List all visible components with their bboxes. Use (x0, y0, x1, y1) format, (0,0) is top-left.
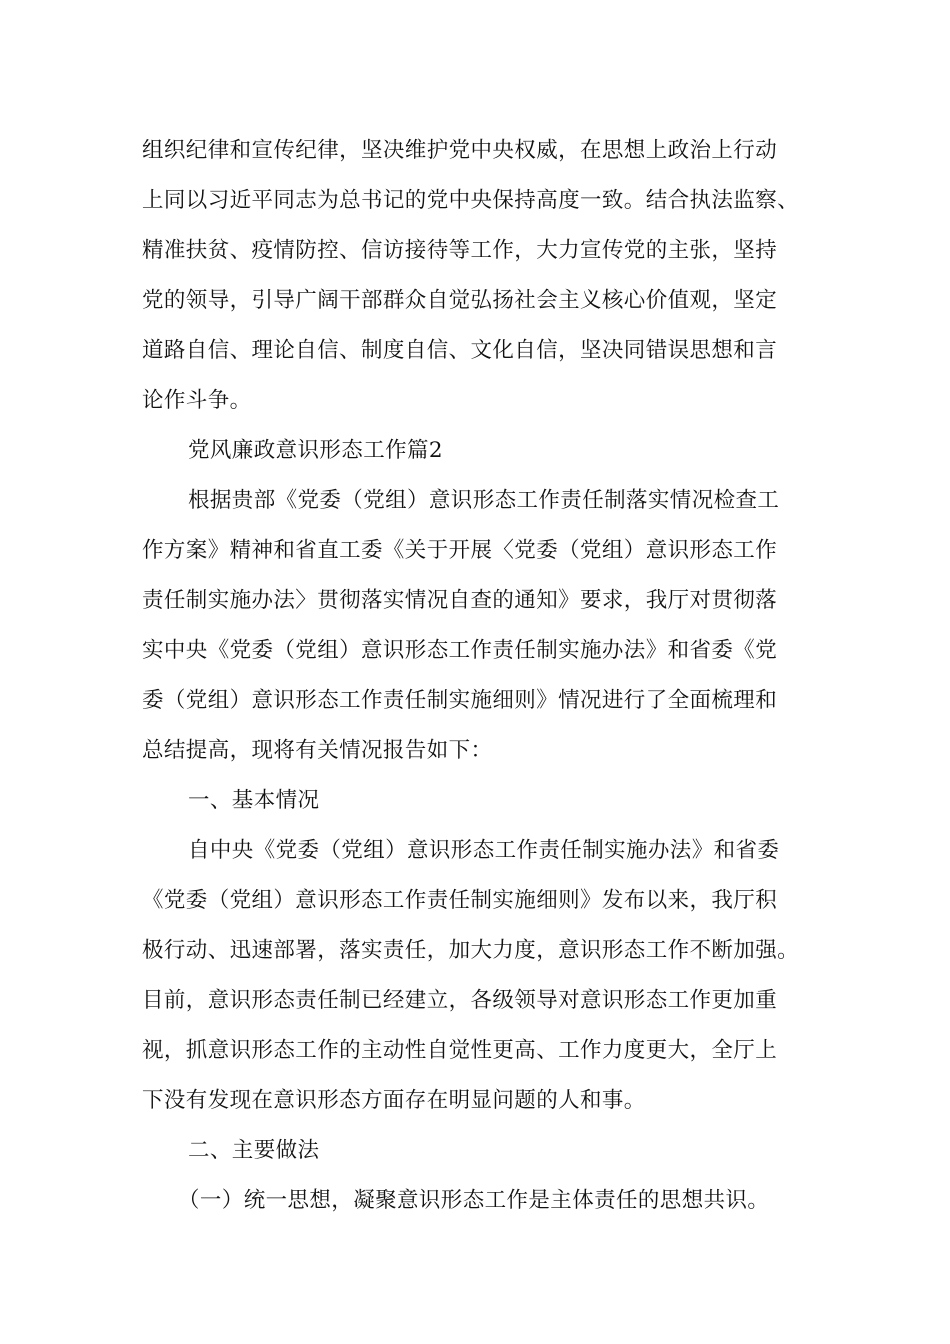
paragraph-line: 目前，意识形态责任制已经建立，各级领导对意识形态工作更加重 (142, 988, 778, 1013)
paragraph-line: 道路自信、理论自信、制度自信、文化自信，坚决同错误思想和言 (142, 338, 778, 363)
paragraph-line: 上同以习近平同志为总书记的党中央保持高度一致。结合执法监察、 (142, 188, 800, 213)
paragraph-line: 极行动、迅速部署，落实责任，加大力度，意识形态工作不断加强。 (142, 938, 800, 963)
paragraph-line: 组织纪律和宣传纪律，坚决维护党中央权威，在思想上政治上行动 (142, 138, 778, 163)
paragraph-line: 实中央《党委（党组）意识形态工作责任制实施办法》和省委《党 (142, 638, 778, 663)
subsection-heading: （一）统一思想，凝聚意识形态工作是主体责任的思想共识。 (178, 1188, 770, 1213)
paragraph-line: 下没有发现在意识形态方面存在明显问题的人和事。 (142, 1088, 646, 1113)
paragraph-line: 作方案》精神和省直工委《关于开展〈党委（党组）意识形态工作 (142, 538, 778, 563)
paragraph-line: 精准扶贫、疫情防控、信访接待等工作，大力宣传党的主张，坚持 (142, 238, 778, 263)
paragraph-line: 党的领导，引导广阔干部群众自觉弘扬社会主义核心价值观，坚定 (142, 288, 778, 313)
section-heading: 一、基本情况 (188, 788, 320, 813)
section-heading: 二、主要做法 (188, 1138, 320, 1163)
paragraph-line: 论作斗争。 (142, 388, 252, 413)
paragraph-line: 自中央《党委（党组）意识形态工作责任制实施办法》和省委 (188, 838, 780, 863)
paragraph-line: 总结提高，现将有关情况报告如下： (142, 738, 493, 763)
paragraph-line: 根据贵部《党委（党组）意识形态工作责任制落实情况检查工 (188, 488, 780, 513)
section-title: 党风廉政意识形态工作篇2 (188, 438, 443, 463)
paragraph-line: 责任制实施办法〉贯彻落实情况自查的通知》要求，我厅对贯彻落 (142, 588, 778, 613)
paragraph-line: 《党委（党组）意识形态工作责任制实施细则》发布以来，我厅积 (142, 888, 778, 913)
paragraph-line: 委（党组）意识形态工作责任制实施细则》情况进行了全面梳理和 (142, 688, 778, 713)
paragraph-line: 视，抓意识形态工作的主动性自觉性更高、工作力度更大，全厅上 (142, 1038, 778, 1063)
